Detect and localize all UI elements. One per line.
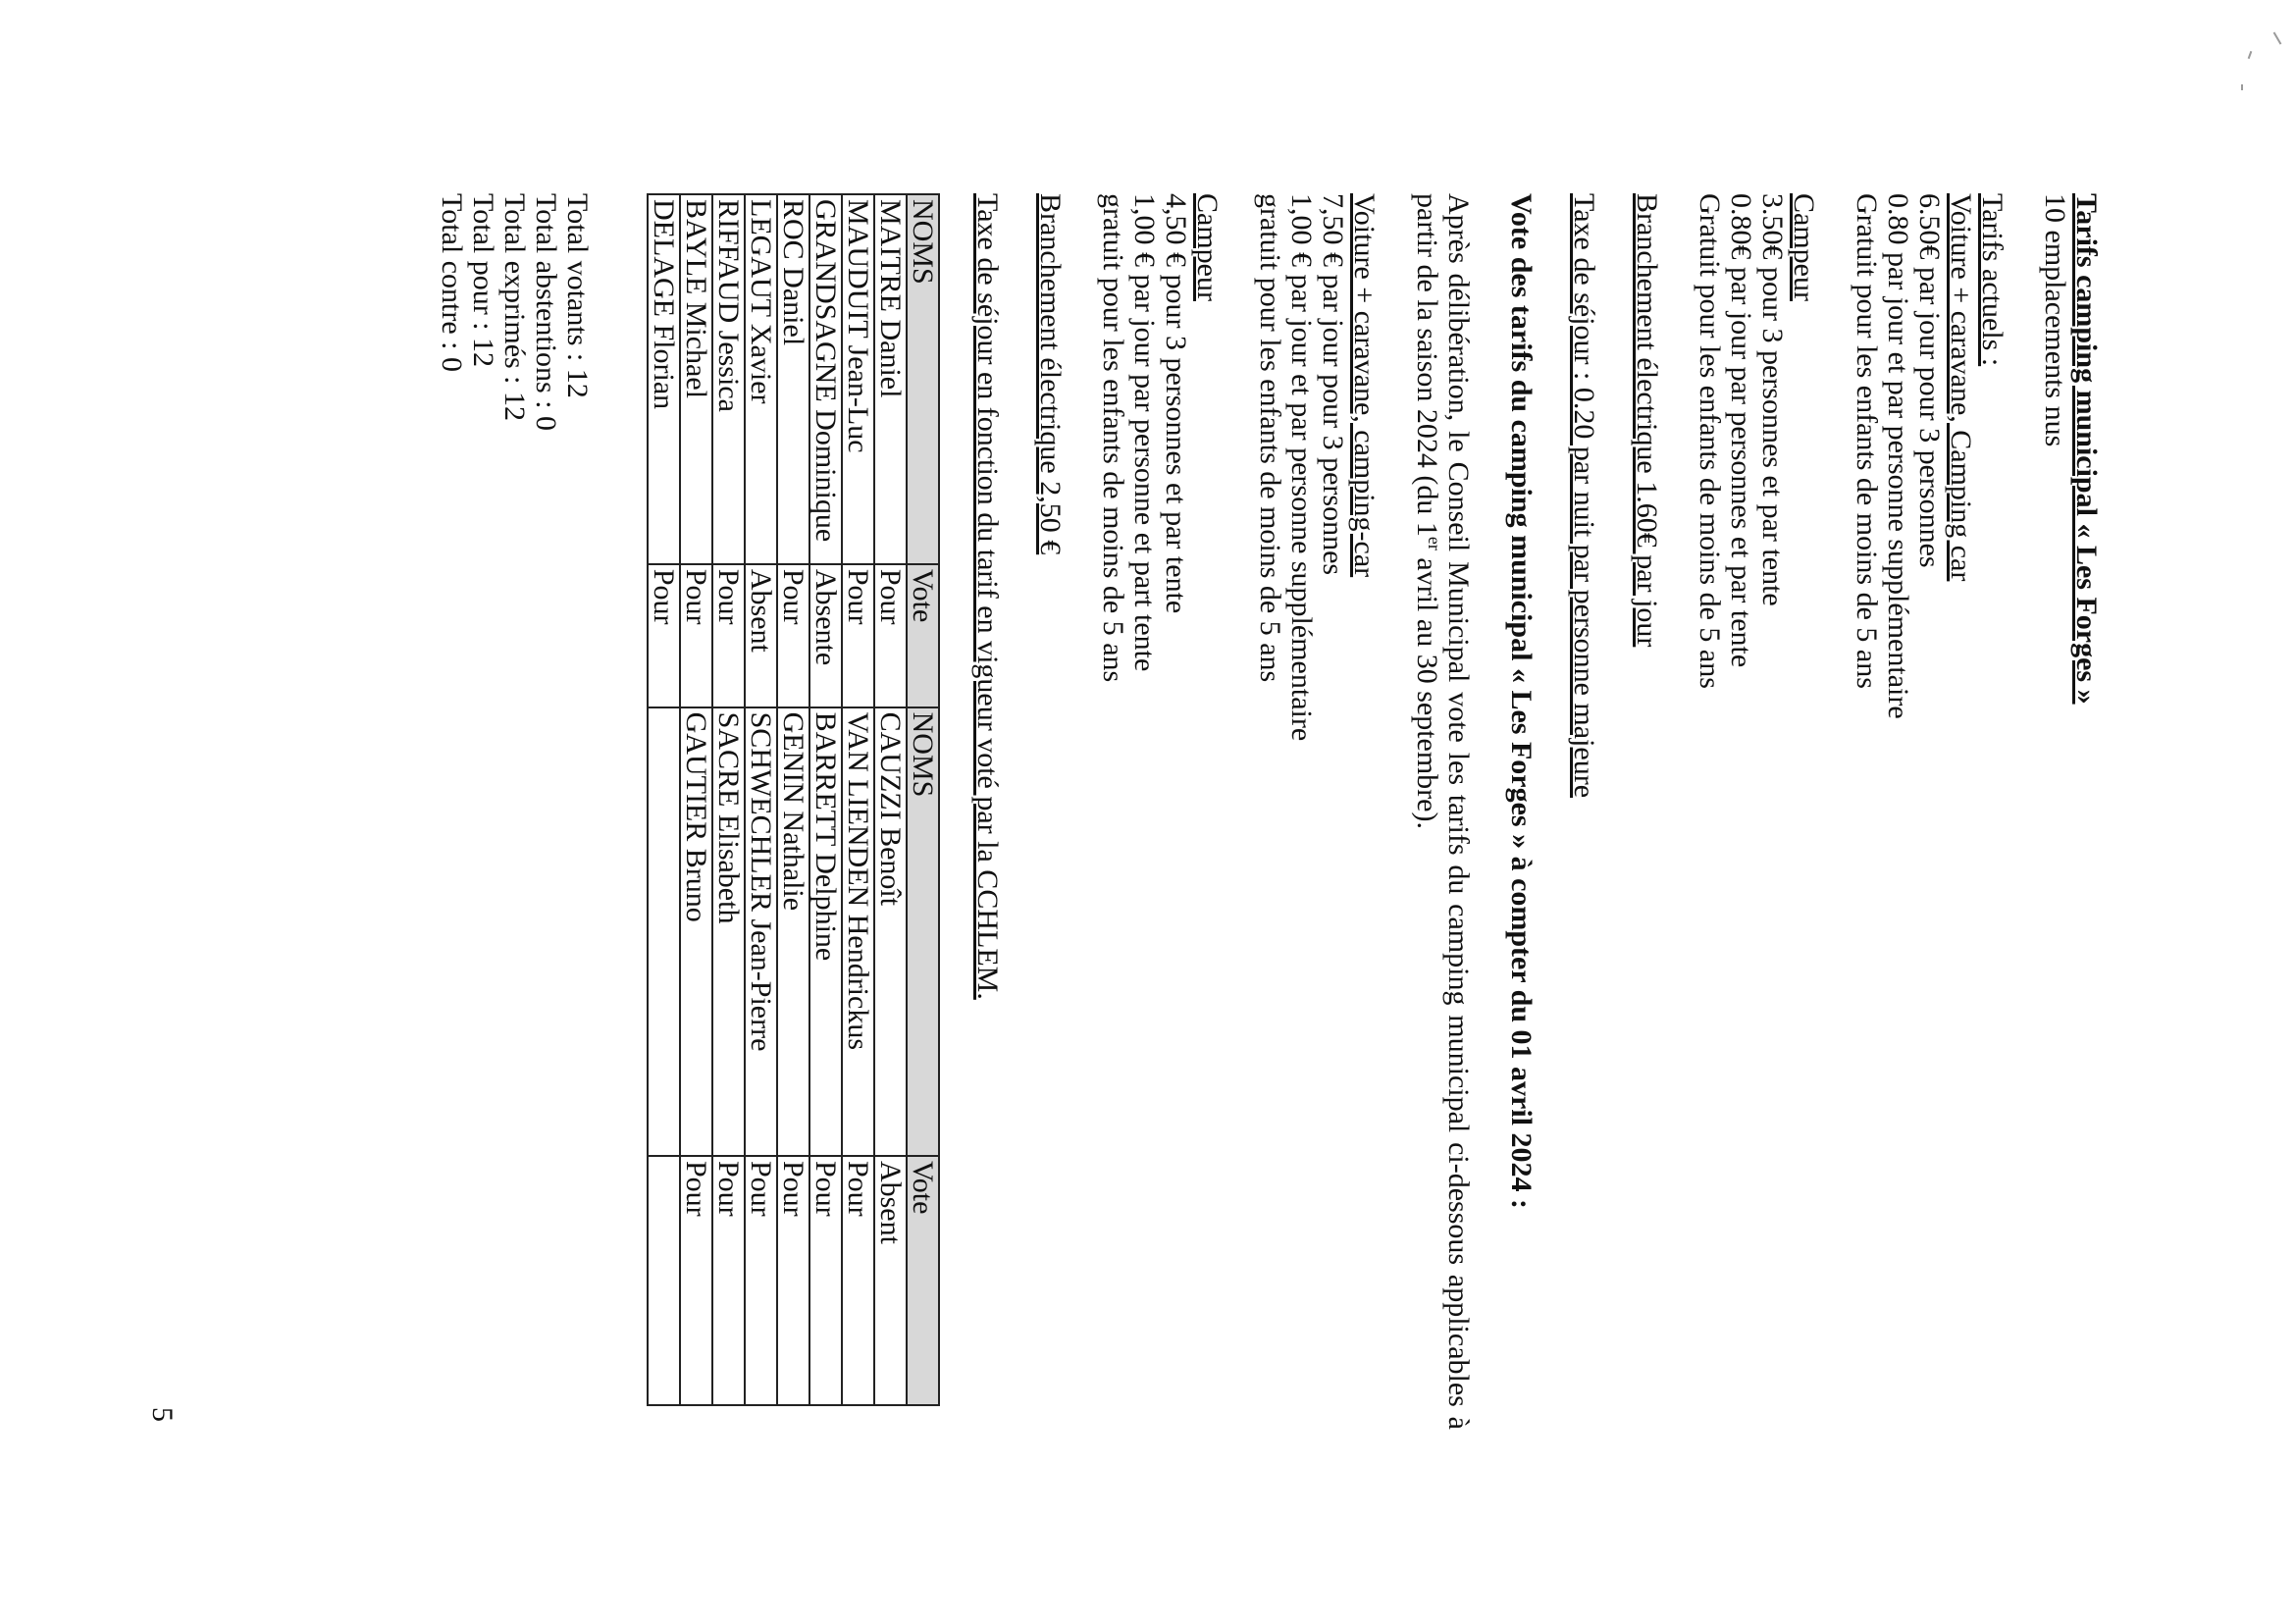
deliberation-paragraph: [1411, 193, 1474, 1430]
new-vehicle-heading: Voiture + caravane, camping-car: [1348, 193, 1381, 578]
member-name: CAUZZI Benoît: [874, 707, 907, 1156]
member-name: [648, 707, 680, 1156]
table-row: [842, 194, 874, 1405]
member-vote: Pour: [874, 564, 907, 707]
member-vote: Absent: [874, 1156, 907, 1405]
member-vote: Pour: [712, 564, 745, 707]
vote-heading-block: [1505, 193, 1537, 1430]
current-tent-line: 0.80€ par jour par personnes et par tente: [1725, 193, 1757, 668]
member-vote: Pour: [842, 1156, 874, 1405]
member-name: GENIN Nathalie: [777, 707, 809, 1156]
member-vote: Pour: [680, 1156, 712, 1405]
table-row: [680, 194, 712, 1405]
new-tent-line: 4,50 € pour 3 personnes et par tente: [1160, 193, 1192, 614]
member-name: MAUDUIT Jean-Luc: [842, 194, 874, 564]
member-vote: Pour: [842, 564, 874, 707]
member-vote: Pour: [777, 1156, 809, 1405]
new-rates-tent: [1097, 193, 1223, 1430]
table-row: [809, 194, 842, 1405]
new-tent-line: gratuit pour les enfants de moins de 5 ans: [1097, 193, 1129, 683]
column-header-names: NOMS: [907, 194, 939, 564]
vote-table: [647, 193, 940, 1406]
current-rates-vehicle: [1851, 193, 2008, 1430]
current-vehicle-line: 0.80 par jour et par personne supplémentaire: [1882, 193, 1914, 719]
new-tent-heading: Campeur: [1191, 193, 1224, 301]
page-number: 5: [146, 1407, 179, 1422]
table-row: [874, 194, 907, 1405]
new-vehicle-line: gratuit pour les enfants de moins de 5 ans: [1254, 193, 1286, 683]
deliberation-superscript: er: [1425, 536, 1444, 550]
member-vote: Pour: [745, 1156, 777, 1405]
new-tax: Taxe de séjour en fonction du tarif en vigueur voté par la CCHLEM.: [971, 193, 1004, 1000]
member-vote: Absent: [745, 564, 777, 707]
current-vehicle-line: Gratuit pour les enfants de moins de 5 ans: [1851, 193, 1883, 689]
scan-speck: [2241, 84, 2243, 90]
member-vote: Absente: [809, 564, 842, 707]
total-expressed: Total exprimés : 12: [498, 193, 531, 422]
total-for: Total pour : 12: [467, 193, 499, 368]
column-header-vote: Vote: [907, 1156, 939, 1405]
member-vote: [648, 1156, 680, 1405]
total-voters: Total votants : 12: [561, 193, 594, 398]
current-tent-line: 3.50€ pour 3 personnes et par tente: [1756, 193, 1789, 606]
new-electric-block: [1034, 193, 1066, 1430]
member-name: BAYLE Michael: [680, 194, 712, 564]
current-rates-heading: Tarifs actuels :: [1976, 193, 2009, 367]
new-rates-vehicle: [1254, 193, 1380, 1430]
new-electric: Branchement électrique 2,50 €: [1034, 193, 1067, 555]
member-name: GRANDSAGNE Dominique: [809, 194, 842, 564]
deliberation-text: Après délibération, le Conseil Municipal vote les tarifs du camping municipal ci-dessous applicables à partir de la saison 2024 (du 1: [1411, 193, 1475, 1430]
deliberation-text-end: avril au 30 septembre).: [1411, 550, 1443, 829]
scan-speck: [2248, 51, 2253, 59]
table-row: [712, 194, 745, 1405]
table-header-row: [907, 194, 939, 1405]
new-tax-block: [971, 193, 1003, 1430]
minutes-content: [436, 193, 2102, 1430]
current-vehicle-heading: Voiture + caravane, Camping car: [1945, 193, 1977, 582]
member-name: SACRE Elisabeth: [712, 707, 745, 1156]
current-rates-tent: [1694, 193, 1819, 1430]
column-header-names: NOMS: [907, 707, 939, 1156]
member-vote: Pour: [648, 564, 680, 707]
scan-speck: [2273, 31, 2282, 44]
table-row: [648, 194, 680, 1405]
member-vote: Pour: [680, 564, 712, 707]
camping-title-block: [2039, 193, 2102, 1430]
member-name: MAITRE Daniel: [874, 194, 907, 564]
member-vote: Pour: [809, 1156, 842, 1405]
current-tent-heading: Campeur: [1788, 193, 1820, 301]
vote-totals: [436, 193, 593, 1430]
member-name: VAN LIENDEN Hendrickus: [842, 707, 874, 1156]
places-count: 10 emplacements nus: [2039, 193, 2071, 447]
member-vote: Pour: [712, 1156, 745, 1405]
vote-heading: Vote des tarifs du camping municipal « Les Forges » à compter du 01 avril 2024 :: [1505, 193, 1538, 1209]
total-against: Total contre : 0: [436, 193, 468, 373]
member-name: GAUTIER Bruno: [680, 707, 712, 1156]
document-title: Tarifs camping municipal « Les Forges »: [2070, 193, 2103, 705]
current-tent-line: Gratuit pour les enfants de moins de 5 ans: [1694, 193, 1726, 689]
member-name: BARRETT Delphine: [809, 707, 842, 1156]
member-name: ROC Daniel: [777, 194, 809, 564]
table-row: [777, 194, 809, 1405]
member-name: LEGAUT Xavier: [745, 194, 777, 564]
current-tax: Taxe de séjour : 0.20 par nuit par personne majeure: [1568, 193, 1600, 799]
member-name: SCHWECHLER Jean-Pierre: [745, 707, 777, 1156]
column-header-vote: Vote: [907, 564, 939, 707]
new-vehicle-line: 7,50 € par jour pour 3 personnes: [1317, 193, 1349, 576]
table-row: [745, 194, 777, 1405]
member-name: RIFFAUD Jessica: [712, 194, 745, 564]
current-tax-block: [1568, 193, 1599, 1430]
current-electric: Branchement électrique 1.60€ par jour: [1631, 193, 1663, 648]
total-abstentions: Total abstentions : 0: [530, 193, 562, 432]
member-name: DELAGE Florian: [648, 194, 680, 564]
current-electric-block: [1631, 193, 1662, 1430]
member-vote: Pour: [777, 564, 809, 707]
new-tent-line: 1,00 € par jour par personne et part tente: [1128, 193, 1161, 672]
current-vehicle-line: 6.50€ par jour pour 3 personnes: [1913, 193, 1946, 568]
new-vehicle-line: 1,00 € par jour et par personne supplémentaire: [1285, 193, 1318, 742]
